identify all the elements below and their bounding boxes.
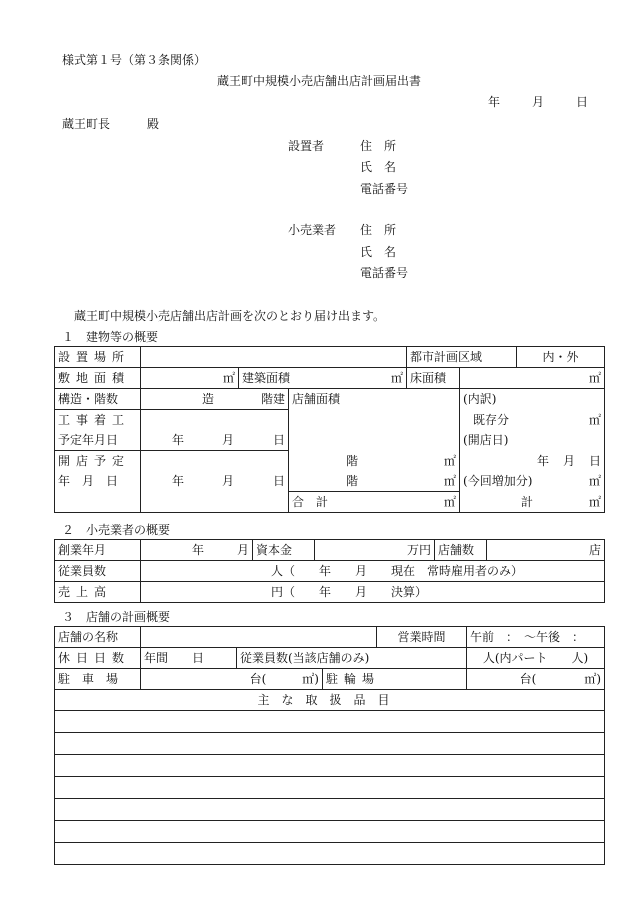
label-location: 設置場所	[55, 347, 141, 368]
form-number: 様式第１号（第３条関係）	[62, 53, 207, 67]
retailer-phone: 電話番号	[360, 266, 409, 280]
label-structure: 構造・階数	[55, 389, 141, 410]
unit-sqm: ㎡	[444, 453, 457, 468]
field-existing[interactable]	[460, 410, 605, 431]
label-parking: 駐車場	[55, 669, 141, 690]
unit-sqm: ㎡	[589, 474, 602, 489]
unit-sqm: ㎡	[391, 371, 404, 385]
store-plan-table	[54, 626, 605, 865]
field-floor-area[interactable]: ㎡	[460, 368, 605, 389]
label-city-zone: 都市計画区域	[407, 347, 517, 368]
field-employees[interactable]: 人（ 年 月 現在 常時雇用者のみ）	[141, 561, 605, 582]
label-sales: 売上高	[55, 582, 141, 603]
intro-text: 蔵王町中規模小売店舗出店計画を次のとおり届け出ます。	[74, 309, 386, 323]
label-construction-date: 予定年月日	[55, 430, 141, 451]
unit-sqm: ㎡	[589, 412, 602, 427]
unit-day: 日	[589, 453, 602, 468]
label-site-area: 敷地面積	[55, 368, 141, 389]
field-kei[interactable]	[460, 492, 605, 513]
unit-zo: 造	[202, 392, 215, 406]
main-items-row[interactable]	[55, 733, 605, 755]
unit-year: 年	[172, 433, 185, 447]
addressee-suffix: 殿	[147, 117, 160, 131]
label-construction: 工事着工	[55, 410, 141, 431]
field-holidays[interactable]: 年間 日	[141, 648, 237, 669]
label-founded: 創業年月	[55, 540, 141, 561]
section3-heading: ３ 店舗の計画概要	[62, 610, 171, 624]
unit-floor: 階	[346, 474, 359, 488]
field-open-top[interactable]	[141, 451, 289, 472]
unit-month: 月	[236, 543, 249, 557]
unit-floor: 階	[346, 453, 359, 468]
retailer-label: 小売業者	[288, 223, 337, 237]
label-capital: 資本金	[253, 540, 315, 561]
field-hours[interactable]: 午前 ： ～午後 ：	[467, 627, 605, 648]
label-holidays: 休日日数	[55, 648, 141, 669]
date-day: 日	[576, 95, 589, 109]
retailer-address: 住 所	[360, 223, 397, 237]
label-breakdown: (内訳)	[460, 389, 605, 410]
main-items-row[interactable]	[55, 755, 605, 777]
unit-kaiken: 階建	[260, 392, 285, 406]
field-store-count[interactable]: 店	[487, 540, 605, 561]
main-items-row[interactable]	[55, 711, 605, 733]
label-open-date: (開店日)	[460, 430, 605, 451]
label-bicycle: 駐輪場	[323, 669, 467, 690]
label-total: 合 計	[292, 495, 329, 509]
field-increase[interactable]	[460, 471, 605, 492]
unit-sqm: ㎡	[589, 494, 602, 509]
addressee: 蔵王町長	[62, 117, 111, 131]
field-site-area[interactable]: ㎡	[141, 368, 239, 389]
field-building-area[interactable]	[239, 368, 407, 389]
label-increase: (今回増加分)	[463, 474, 533, 489]
label-open-date-ymd: 年 月 日	[55, 471, 141, 492]
unit-day: 日	[272, 433, 285, 447]
label-existing: 既存分	[473, 412, 510, 427]
date-month: 月	[532, 95, 545, 109]
label-emp-store: 従業員数(当該店舗のみ)	[237, 648, 467, 669]
field-floor-1[interactable]	[289, 451, 460, 472]
installer-address: 住 所	[360, 139, 397, 153]
unit-month: 月	[563, 453, 576, 468]
label-kei: 計	[521, 494, 534, 509]
field-store-name[interactable]	[141, 627, 377, 648]
retailer-table	[54, 539, 605, 603]
unit-year: 年	[192, 543, 205, 557]
label-building-area: 建築面積	[242, 371, 291, 385]
field-emp-store[interactable]: 人(内パート 人)	[467, 648, 605, 669]
unit-month: 月	[222, 433, 235, 447]
field-structure[interactable]	[141, 389, 289, 410]
field-total[interactable]	[289, 492, 460, 513]
unit-day: 日	[272, 474, 285, 489]
date-year: 年	[488, 95, 501, 109]
field-bicycle[interactable]: 台( ㎡)	[467, 669, 605, 690]
section1-heading: １ 建物等の概要	[62, 330, 159, 344]
installer-label: 設置者	[288, 139, 325, 153]
section2-heading: ２ 小売業者の概要	[62, 523, 171, 537]
unit-year: 年	[172, 474, 185, 489]
form-title: 蔵王町中規模小売店舗出店計画届出書	[217, 74, 422, 88]
main-items-row[interactable]	[55, 843, 605, 865]
unit-month: 月	[222, 474, 235, 489]
field-open-date[interactable]	[141, 471, 289, 492]
field-parking[interactable]: 台( ㎡)	[141, 669, 323, 690]
label-store-area: 店舗面積	[289, 389, 460, 410]
field-sales[interactable]: 円（ 年 月 決算）	[141, 582, 605, 603]
building-table	[54, 346, 605, 513]
field-location[interactable]	[141, 347, 407, 368]
label-store-name: 店舗の名称	[55, 627, 141, 648]
retailer-name: 氏 名	[360, 245, 397, 259]
main-items-row[interactable]	[55, 821, 605, 843]
installer-name: 氏 名	[360, 160, 397, 174]
unit-sqm: ㎡	[444, 474, 457, 488]
main-items-row[interactable]	[55, 799, 605, 821]
label-floor-area: 床面積	[407, 368, 460, 389]
main-items-row[interactable]	[55, 777, 605, 799]
field-capital[interactable]: 万円	[315, 540, 435, 561]
unit-sqm: ㎡	[444, 495, 457, 509]
label-store-count: 店舗数	[435, 540, 487, 561]
label-main-items: 主な取扱品目	[55, 690, 605, 711]
field-construction-date[interactable]	[141, 430, 289, 451]
label-open: 開店予定	[55, 451, 141, 472]
field-founded[interactable]	[141, 540, 253, 561]
label-employees: 従業員数	[55, 561, 141, 582]
field-in-out[interactable]: 内・外	[517, 347, 605, 368]
field-floor-2[interactable]	[289, 471, 460, 492]
installer-phone: 電話番号	[360, 182, 409, 196]
field-open-ymd[interactable]	[460, 451, 605, 472]
label-hours: 営業時間	[377, 627, 467, 648]
store-area-cell[interactable]	[289, 410, 460, 431]
field-construction-top[interactable]	[141, 410, 289, 431]
unit-year: 年	[536, 453, 549, 468]
